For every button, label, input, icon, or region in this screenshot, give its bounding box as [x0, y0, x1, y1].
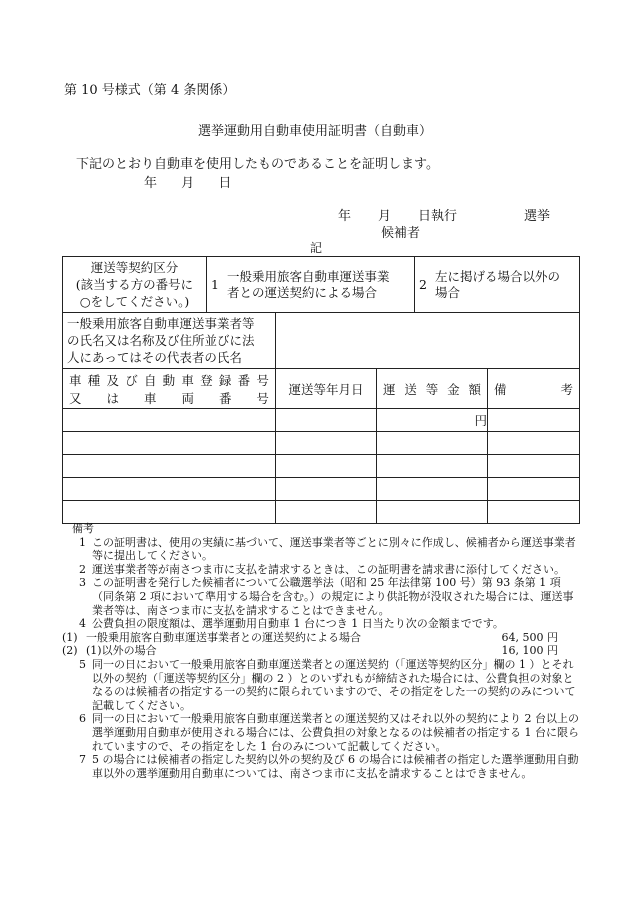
contract-option-1[interactable] — [207, 257, 415, 313]
date-year: 年 — [144, 176, 158, 191]
option-1-line: 一般乗用旅客自動車運送事業 — [226, 268, 390, 284]
note-text: 公費負担の限度額は、選挙運動用自動車 1 台につき 1 日当たり次の金額までです。 — [92, 617, 504, 631]
usage-table — [62, 256, 580, 524]
header-char: 額 — [468, 381, 482, 397]
operator-label — [63, 313, 276, 369]
note-text: 同一の日において一般乗用旅客自動車運送業者との運送契約（「運送等契約区分」欄の 1 ）とそれ以外の契約（「運送等契約区分」欄の 2 ）とのいずれもが締結された場合には、公費負担の対象となるのは候補者の指定する一の契約に限られていますので、その指定をした一の契約のみについて記載してください。 — [92, 657, 576, 712]
contract-label-line: (該当する方の番号に — [75, 277, 194, 292]
candidate-label: 候補者 — [381, 226, 421, 241]
contract-label-line: ○をしてください。) — [79, 294, 190, 309]
election-execution-line — [338, 205, 550, 224]
contract-type-row — [63, 257, 580, 313]
option-2-line: 左に掲げる場合以外の — [434, 268, 560, 284]
note-number: 3 — [79, 576, 86, 590]
header-char: 運 — [383, 381, 396, 397]
note-item — [62, 712, 582, 753]
header-char: び — [125, 372, 138, 388]
note-text: 運送事業者等が南さつま市に支払を請求するときは、この証明書を請求書に添付してください。 — [92, 562, 565, 576]
exec-day: 日執行 — [418, 209, 458, 224]
header-char: 金 — [447, 381, 460, 397]
date-month: 月 — [181, 176, 195, 191]
limit-value: 64, 500 円 — [501, 630, 558, 644]
note-number: 7 — [79, 753, 86, 767]
limit-text: (1)以外の場合 — [86, 644, 157, 658]
vehicle-number-cell[interactable] — [63, 455, 276, 478]
header-char: 考 — [560, 381, 574, 397]
transport-amount-cell[interactable] — [377, 455, 488, 478]
intro-statement: 下記のとおり自動車を使用したものであることを証明します。 — [76, 157, 439, 172]
date-day: 日 — [218, 176, 232, 191]
form-number: 第 10 号様式（第 4 条関係） — [64, 83, 236, 98]
limit-label: (2) — [62, 644, 78, 658]
transport-amount-cell[interactable] — [377, 478, 488, 501]
note-number: 2 — [79, 562, 86, 576]
option-2-line: 場合 — [434, 284, 460, 300]
header-char: 備 — [494, 381, 507, 397]
transport-amount-cell[interactable] — [377, 432, 488, 455]
transport-amount-cell[interactable] — [377, 409, 488, 432]
note-text: この証明書は、使用の実績に基づいて、運送事業者等ごとに別々に作成し、候補者から運送事業者等に提出してください。 — [92, 535, 576, 563]
header-char: 号 — [256, 390, 269, 406]
header-char: 車 — [69, 372, 82, 388]
note-text: 同一の日において一般乗用旅客自動車運送業者との運送契約又はそれ以外の契約により 2 台以上の選挙運動用自動車が使用される場合には、公費負担の対象となるのは候補者の指定する 1 台に限られていますので、その指定をした 1 台のみについて記載してください。 — [92, 712, 579, 753]
table-row — [63, 478, 580, 501]
remarks-cell[interactable] — [488, 455, 580, 478]
header-char: 等 — [425, 381, 439, 397]
table-row — [63, 455, 580, 478]
note-number: 5 — [79, 657, 86, 671]
remarks-cell[interactable] — [488, 501, 580, 524]
vehicle-header-line-2 — [63, 389, 275, 407]
yen-unit: 円 — [474, 413, 488, 428]
certification-date — [144, 172, 231, 191]
header-char: 車 — [181, 372, 194, 388]
vehicle-header-line-1 — [63, 371, 275, 389]
ki-label: 記 — [310, 241, 323, 255]
vehicle-number-cell[interactable] — [63, 432, 276, 455]
header-char: 両 — [181, 390, 194, 406]
transport-date-cell[interactable] — [276, 455, 377, 478]
option-1-number: 1 — [211, 276, 219, 292]
transport-amount-header — [377, 369, 488, 409]
header-char: 号 — [256, 372, 269, 388]
notes-heading: 備考 — [72, 522, 94, 535]
transport-date-header: 運送等年月日 — [276, 369, 377, 409]
remarks-cell[interactable] — [488, 478, 580, 501]
note-item — [62, 753, 582, 780]
vehicle-number-cell[interactable] — [63, 501, 276, 524]
remarks-header — [488, 369, 580, 409]
transport-date-cell[interactable] — [276, 501, 377, 524]
contract-type-label — [63, 257, 207, 313]
vehicle-number-cell[interactable] — [63, 478, 276, 501]
limit-value: 16, 100 円 — [501, 644, 558, 658]
header-char: 自 — [143, 372, 157, 388]
limit-label: (1) — [62, 630, 78, 644]
table-row — [63, 409, 580, 432]
operator-row — [63, 313, 580, 369]
limit-item — [62, 631, 582, 645]
transport-date-cell[interactable] — [276, 478, 377, 501]
header-char: 録 — [218, 372, 232, 388]
contract-label-line: 運送等契約区分 — [90, 260, 179, 275]
transport-amount-cell[interactable] — [377, 501, 488, 524]
transport-date-cell[interactable] — [276, 409, 377, 432]
document-title: 選挙運動用自動車使用証明書（自動車） — [197, 124, 432, 139]
note-item — [62, 576, 582, 617]
header-char: 動 — [162, 372, 176, 388]
option-2-text — [435, 269, 560, 301]
note-item — [62, 617, 582, 631]
operator-label-line: 人にあってはその代表者の氏名 — [67, 350, 242, 365]
note-number: 4 — [79, 617, 86, 631]
header-char: 送 — [404, 381, 417, 397]
operator-field[interactable] — [276, 313, 580, 369]
header-char: 番 — [237, 372, 251, 388]
header-char: 種 — [87, 372, 101, 388]
option-1-text — [227, 269, 390, 301]
column-header-row — [63, 369, 580, 409]
limit-text: 一般乗用旅客自動車運送事業者との運送契約による場合 — [86, 630, 361, 644]
header-char: 及 — [106, 372, 119, 388]
remarks-cell[interactable] — [488, 409, 580, 432]
notes-section — [62, 522, 582, 780]
exec-month: 月 — [378, 209, 392, 224]
note-number: 6 — [79, 712, 86, 726]
remarks-cell[interactable] — [488, 432, 580, 455]
note-item — [62, 658, 582, 712]
option-2-number: 2 — [419, 276, 427, 292]
note-text: 5 の場合には候補者の指定した契約以外の契約及び 6 の場合には候補者の指定した選挙運動用自動車以外の選挙運動用自動車については、南さつま市に支払を請求することはできません。 — [92, 753, 579, 780]
operator-label-line: 一般乗用旅客自動車運送事業者等 — [67, 316, 255, 331]
note-number: 1 — [79, 535, 86, 549]
header-char: 又 — [69, 390, 82, 406]
vehicle-number-cell[interactable] — [63, 409, 276, 432]
note-text: この証明書を発行した候補者について公職選挙法（昭和 25 年法律第 100 号）第 93 条第 1 項（同条第 2 項において準用する場合を含む。）の規定により供託物が没収された場合には、運送事業者等は、南さつま市に支払を請求することはできません。 — [92, 576, 574, 617]
header-char: 登 — [200, 372, 213, 388]
table-row — [63, 501, 580, 524]
option-1-line: 者との運送契約による場合 — [226, 284, 377, 300]
header-char: は — [106, 390, 119, 406]
table-row — [63, 432, 580, 455]
exec-year: 年 — [338, 209, 352, 224]
header-char: 車 — [143, 390, 157, 406]
contract-option-2[interactable] — [415, 257, 580, 313]
note-item — [62, 536, 582, 563]
transport-date-cell[interactable] — [276, 432, 377, 455]
operator-label-line: の氏名又は名称及び住所並びに法 — [67, 333, 255, 348]
vehicle-number-header — [63, 369, 276, 409]
note-item — [62, 563, 582, 577]
election-label: 選挙 — [524, 209, 551, 224]
limit-item — [62, 644, 582, 658]
header-char: 番 — [218, 390, 232, 406]
